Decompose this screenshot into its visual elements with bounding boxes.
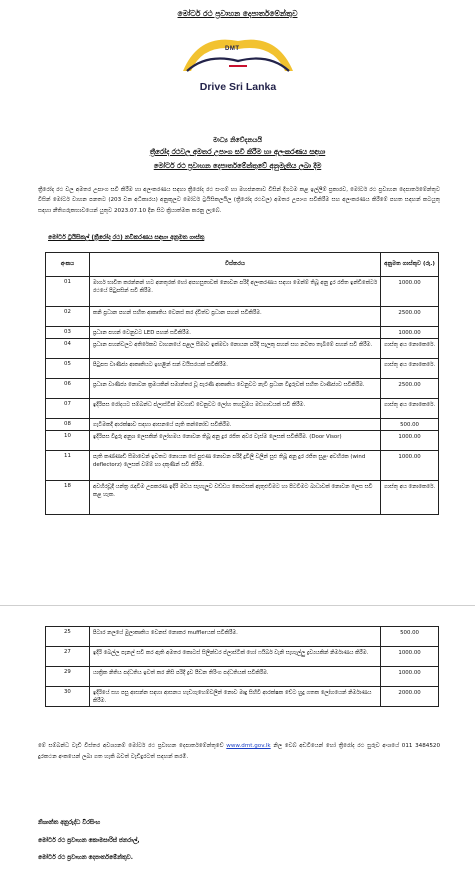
fees-table-top <box>45 252 439 515</box>
row-description: ඉදිරිපස වීදුරු අනුශ ලෙසකින් ලෝහමය නොවන තිබූ අනු දුර රජිත අවර වැස්ම ලෙසක් සවිකිරීම. (Door Visor) <box>89 431 380 451</box>
notice-subtitle-1: ත්‍රීරෝද රථවල අමතර උපාංග සවි කිරීම හා අලංකරණය සඳහා <box>149 148 326 156</box>
signatory-title: මෝටර් රථ ප්‍රවාහන කොමසාරිස් ජනරාල්, <box>38 838 140 844</box>
column-header-description: විස්තරය <box>89 253 380 277</box>
row-number: 29 <box>46 667 90 687</box>
row-description: පිටුපස වාණිජ්‍ය ආකෘතියට ඉහළින් සන් වයිසරයක් සවිකිරීම. <box>89 359 380 379</box>
row-fee: 1000.00 <box>381 431 439 451</box>
row-description: ගැටිමකදී ආරක්ෂාව සඳහා ආසනයේ පැති කන්නෝඩ සවිකිරීම. <box>89 419 380 431</box>
table-row <box>46 419 439 431</box>
row-description: ප්‍රධාන වාණිජ්‍ය නොවන ක්‍රමයකින් සමාන්තර වූ පැරණි ආකෘතිය වෙනුවට නැවී ප්‍රධාන වීදුරුවක් සහිත වාණිජ්‍යව සවිකිරීම. <box>89 379 380 399</box>
fees-table-top-body <box>46 277 439 515</box>
row-fee: 500.00 <box>381 419 439 431</box>
row-number: 08 <box>46 419 90 431</box>
row-fee: 2000.00 <box>381 687 439 707</box>
page-break-divider <box>0 605 475 606</box>
fees-table-heading: මෝටර් ට්‍රයිසිකල් (ත්‍රීරෝද රථ) නවීකරණය සඳහා අනුමත ගාස්තු <box>48 235 205 241</box>
row-number: 07 <box>46 399 90 419</box>
row-number: 03 <box>46 327 90 339</box>
table-row <box>46 359 439 379</box>
row-description: ඉදිරියේ සහ පසු ආසන්න සඳහා ආසනය හැඩගැහෙම්වලින් නොව මෘදු සිහිවී ආරක්ෂක චේට හුදු ගතක ලෝහයෙන් නිර්මාණය කිරීම. <box>89 687 380 707</box>
row-fee: 2500.00 <box>381 379 439 399</box>
media-release-label: මාධ්‍ය නිවේදනයයි <box>212 136 262 144</box>
table-row <box>46 339 439 359</box>
row-description: ඉදිරිපස රෝදයට සම්බන්ධ ප්ලාස්ටික් මඩගාඩ් වෙනුවට ලෝහ තහඩුමය මඩගාඩයක් සවි කිරීම. <box>89 399 380 419</box>
row-number: 06 <box>46 379 90 399</box>
row-fee: 500.00 <box>381 627 439 647</box>
row-description: කනි ප්‍රධාන පහන් සහිත ආකෘතිය වෙනස් කර ද්විත්ව ප්‍රධාන පහන් සවිකිරීම. <box>89 307 380 327</box>
row-number: 01 <box>46 277 90 307</box>
dmt-logo <box>177 27 299 100</box>
logo-road-arc-icon <box>177 27 299 83</box>
row-fee: ගාස්තු අය නොකෙරේ. <box>381 481 439 515</box>
signatory-organisation: මෝටර් රථ ප්‍රවාහන දෙපාර්තමේන්තුව. <box>38 855 133 861</box>
logo-name: Drive Sri Lanka <box>199 81 277 93</box>
row-description: අවහිරවූදී යන්ත්‍ර රැඳවීම උපකරණ ඉදිරි මඩය සැහැලුව වඩ්ඩය කොටසක් ඇතුළුවීමට හා පිටවීමට බාධාවක් නොවන ලෙස සවි කළ හැක. <box>89 481 380 515</box>
table-row <box>46 431 439 451</box>
row-fee: 1000.00 <box>381 277 439 307</box>
row-description: පැති කණ්ණාඩි සීමාවෙන් ඉවතට නොයන සේ පුළුණ නොවන පරිදි දුවිලි වලින් සුළු තිබූ අනු දුර රජිත සුළං අවහිරක (wind deflectorz) ලෙසක් වම්ම් හා දකුණින් සවි කිරීම. <box>89 451 380 481</box>
row-fee: 1000.00 <box>381 451 439 481</box>
row-number: 11 <box>46 451 90 481</box>
row-number: 27 <box>46 647 90 667</box>
fees-table-bottom <box>45 626 439 707</box>
contact-footnote <box>38 741 440 762</box>
table-row <box>46 481 439 515</box>
department-header: මෝටර් රථ ප්‍රවාහන දෙපාර්තමේන්තුව <box>177 9 298 18</box>
row-fee: 2500.00 <box>381 307 439 327</box>
table-row <box>46 327 439 339</box>
column-header-fee: අනුමත ගාස්තුව (රු.) <box>381 253 439 277</box>
row-number: 02 <box>46 307 90 327</box>
footnote-text-after: නිල වෙබ් අඩවියෙන් හෝ ත්‍රීරෝද රථ සුරුව අංශයේ 011 3484520 දුරකථන අංකයෙන් ලබා ගත හැකි බවත් වැඩිදුරටත් සඳහන් කරමි. <box>38 743 441 760</box>
fees-table-bottom-body <box>46 627 439 707</box>
table-row <box>46 277 439 307</box>
row-fee: ගාස්තු අය නොකෙරේ. <box>381 339 439 359</box>
row-fee: 1000.00 <box>381 327 439 339</box>
row-description: ප්‍රධාන පහන් වෙනුවට LED පහන් සවිකිරීම. <box>89 327 380 339</box>
table-row <box>46 379 439 399</box>
table-row <box>46 451 439 481</box>
row-description: යාත්‍රික නිතිය පද්ධතිය ඉවත් කර නිසි පරිදි ද්‍රව පීඩන තිරිංග පද්ධතියක් සවිකිරීම. <box>89 667 380 687</box>
table-row <box>46 627 439 647</box>
intro-paragraph: ත්‍රීරෝද රථ වල අමතර උපාංග සවි කිරීම හා අලංකරණය සඳහා ත්‍රීරෝද රථ සංගම් හා මහජනතාව විසින් දිගටම කළ ඉල්ලීම් ප්‍රකාරව, මෝටර් රථ ප්‍රවාහන දෙපාර්තමේන්තුව විසින් මෝටර් වාහන පනතට (203 වන අධිකාරය) අනුකූලව මෝටර් ට්‍රයිසිකලයිල (ත්‍රීරෝද රථවල) අමතර උපාංග සවිකිරීම සහ අලංකරණය කිරීමේ පහත සඳහන් කටයුතු සඳහා නීතිගරුකභාවයෙන් යුතුව 2023.07.10 දින සිට ක්‍රියාත්මක කරනු ලැබේ. <box>38 187 440 214</box>
row-number: 18 <box>46 481 90 515</box>
row-description: මාර්ග භාවිත කරන්නන් හට අනතුරක් හෝ අපහසුතාවක් නොවන පරිදි අලංකරණය සඳහා මෙන්ම් තිබූ අනු දුර රජිත ඉන්ඩිකේටර් රථයේ පිටුපසින් සවි කිරීම. <box>89 277 380 307</box>
column-header-no: අංකය <box>46 253 90 277</box>
row-fee: ගාස්තු අය නොකෙරේ. <box>381 399 439 419</box>
notice-subtitle-2: මෝටර් රථ ප්‍රවාහන දෙපාර්තමේන්තුවේ අනුමැතිය ලබා දීම <box>153 162 322 170</box>
footnote-text-before: මේ සම්බන්ධ වැඩි විස්තර අවශ්‍යනම් මෝටර් රථ ප්‍රවාහන දෙපාර්තමේන්තුවේ <box>38 743 227 749</box>
row-number: 04 <box>46 339 90 359</box>
table-row <box>46 307 439 327</box>
table-row <box>46 667 439 687</box>
row-number: 30 <box>46 687 90 707</box>
row-number: 25 <box>46 627 90 647</box>
row-number: 05 <box>46 359 90 379</box>
row-description: පිටාර නලයේ මුලාකෘතිය වෙනස් නොකර mufflerයක් සවිකිරීම. <box>89 627 380 647</box>
signatory-name: නිශාන්ත අනුරුද්ධ වීරසිංහ <box>38 820 101 826</box>
row-description: ප්‍රධාන පහන්වලට අතිරේකව වාහනයේ පළල සීමාව ඉක්මවා නොයන පරිදි සැලකු පහන් සහ නවතා තැබීමේ පහන් සවි කිරීම. <box>89 339 380 359</box>
table-row <box>46 399 439 419</box>
row-fee: ගාස්තු අය නොකෙරේ. <box>381 359 439 379</box>
table-row <box>46 647 439 667</box>
row-number: 10 <box>46 431 90 451</box>
row-fee: 1000.00 <box>381 667 439 687</box>
table-row <box>46 687 439 707</box>
row-fee: 1000.00 <box>381 647 439 667</box>
row-description: ඉදිරි බෙල්ල පැනල් සවි කර ඇති අමතර කොටස් සිලින්ඩර ප්ලාස්ටික් හෝ ෆයිබර් වැනි සැහැල්ලු ද්‍රව්‍යයකින් නිර්මාණය කිරීම. <box>89 647 380 667</box>
dmt-website-link[interactable]: www.dmt.gov.lk <box>226 743 271 749</box>
logo-acronym: DMT <box>225 46 240 52</box>
